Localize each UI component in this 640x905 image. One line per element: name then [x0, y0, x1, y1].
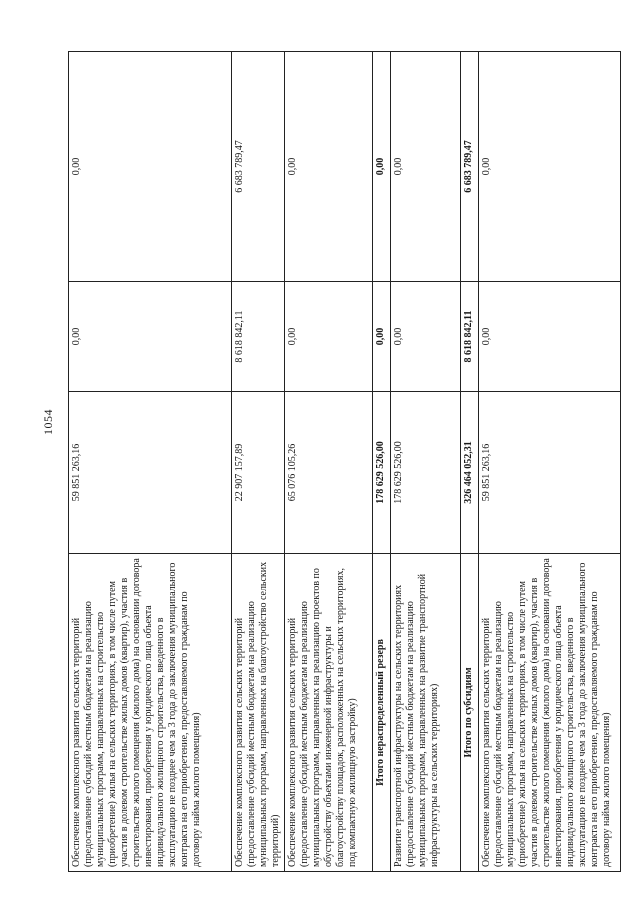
amount-year-3: 0,00 — [391, 52, 461, 282]
amount-year-3: 0,00 — [479, 52, 621, 282]
row-description: Обеспечение комплексного развития сельских территорий (предоставление субсидий местным бюджетам на реализацию муниципальных программ, направленных на благоустройство сельских территорий) — [232, 554, 285, 872]
subsidy-table — [68, 51, 621, 872]
amount-year-3: 6 683 789,47 — [232, 52, 285, 282]
amount-year-3: 0,00 — [285, 52, 373, 282]
amount-year-1: 326 464 052,31 — [461, 392, 479, 554]
amount-year-2: 8 618 842,11 — [232, 282, 285, 392]
amount-year-2: 0,00 — [69, 282, 232, 392]
amount-year-3: 0,00 — [69, 52, 232, 282]
total-row — [373, 52, 391, 872]
amount-year-2: 0,00 — [479, 282, 621, 392]
table-row — [285, 52, 373, 872]
amount-year-3: 6 683 789,47 — [461, 52, 479, 282]
table-row — [69, 52, 232, 872]
amount-year-2: 0,00 — [285, 282, 373, 392]
total-row — [461, 52, 479, 872]
amount-year-2: 8 618 842,11 — [461, 282, 479, 392]
page-number: 1054 — [41, 409, 55, 435]
amount-year-1: 178 629 526,00 — [373, 392, 391, 554]
subsidy-table-body — [69, 52, 621, 872]
amount-year-1: 59 851 263,16 — [479, 392, 621, 554]
table-row — [391, 52, 461, 872]
amount-year-1: 65 076 105,26 — [285, 392, 373, 554]
row-description: Развитие транспортной инфраструктуры на сельских территориях (предоставление субсидий местным бюджетам на реализацию муниципальных программ, направленных на развитие транспортной инфраструктуры на сельских территориях) — [391, 554, 461, 872]
total-label: Итого нераспределенный резерв — [373, 554, 391, 872]
row-description: Обеспечение комплексного развития сельских территорий (предоставление субсидий местным бюджетам на реализацию муниципальных программ, направленных на строительство (приобретение) жилья на сельских территориях, в том числе путем участия в долевом строительстве жилых домов (квартир), участия в строительстве жилого помещения (жилого дома) на основании договора инвестирования, приобретения у юридического лица объекта индивидуального жилищного строительства, введенного в эксплуатацию не позднее чем за 3 года до заключения муниципального контракта на его приобретение, предоставляемого гражданам по договору найма жилого помещения) — [69, 554, 232, 872]
amount-year-1: 59 851 263,16 — [69, 392, 232, 554]
amount-year-3: 0,00 — [373, 52, 391, 282]
amount-year-1: 178 629 526,00 — [391, 392, 461, 554]
total-label: Итого по субсидиям — [461, 554, 479, 872]
amount-year-2: 0,00 — [391, 282, 461, 392]
amount-year-1: 22 907 157,89 — [232, 392, 285, 554]
row-description: Обеспечение комплексного развития сельских территорий (предоставление субсидий местным бюджетам на реализацию муниципальных программ, направленных на реализацию проектов по обустройству объектами инженерной инфраструктуры и благоустройству площадок, расположенных на сельских территориях, под компактную жилищную застройку) — [285, 554, 373, 872]
table-row — [479, 52, 621, 872]
table-row — [232, 52, 285, 872]
row-description: Обеспечение комплексного развития сельских территорий (предоставление субсидий местным бюджетам на реализацию муниципальных программ, направленных на строительство (приобретение) жилья на сельских территориях, в том числе путем участия в долевом строительстве жилых домов (квартир), участия в строительстве жилого помещения (жилого дома) на основании договора инвестирования, приобретения у юридического лица объекта индивидуального жилищного строительства, введенного в эксплуатацию не позднее чем за 3 года до заключения муниципального контракта на его приобретение, предоставляемого гражданам по договору найма жилого помещения) — [479, 554, 621, 872]
rotated-table-container — [68, 52, 612, 872]
amount-year-2: 0,00 — [373, 282, 391, 392]
